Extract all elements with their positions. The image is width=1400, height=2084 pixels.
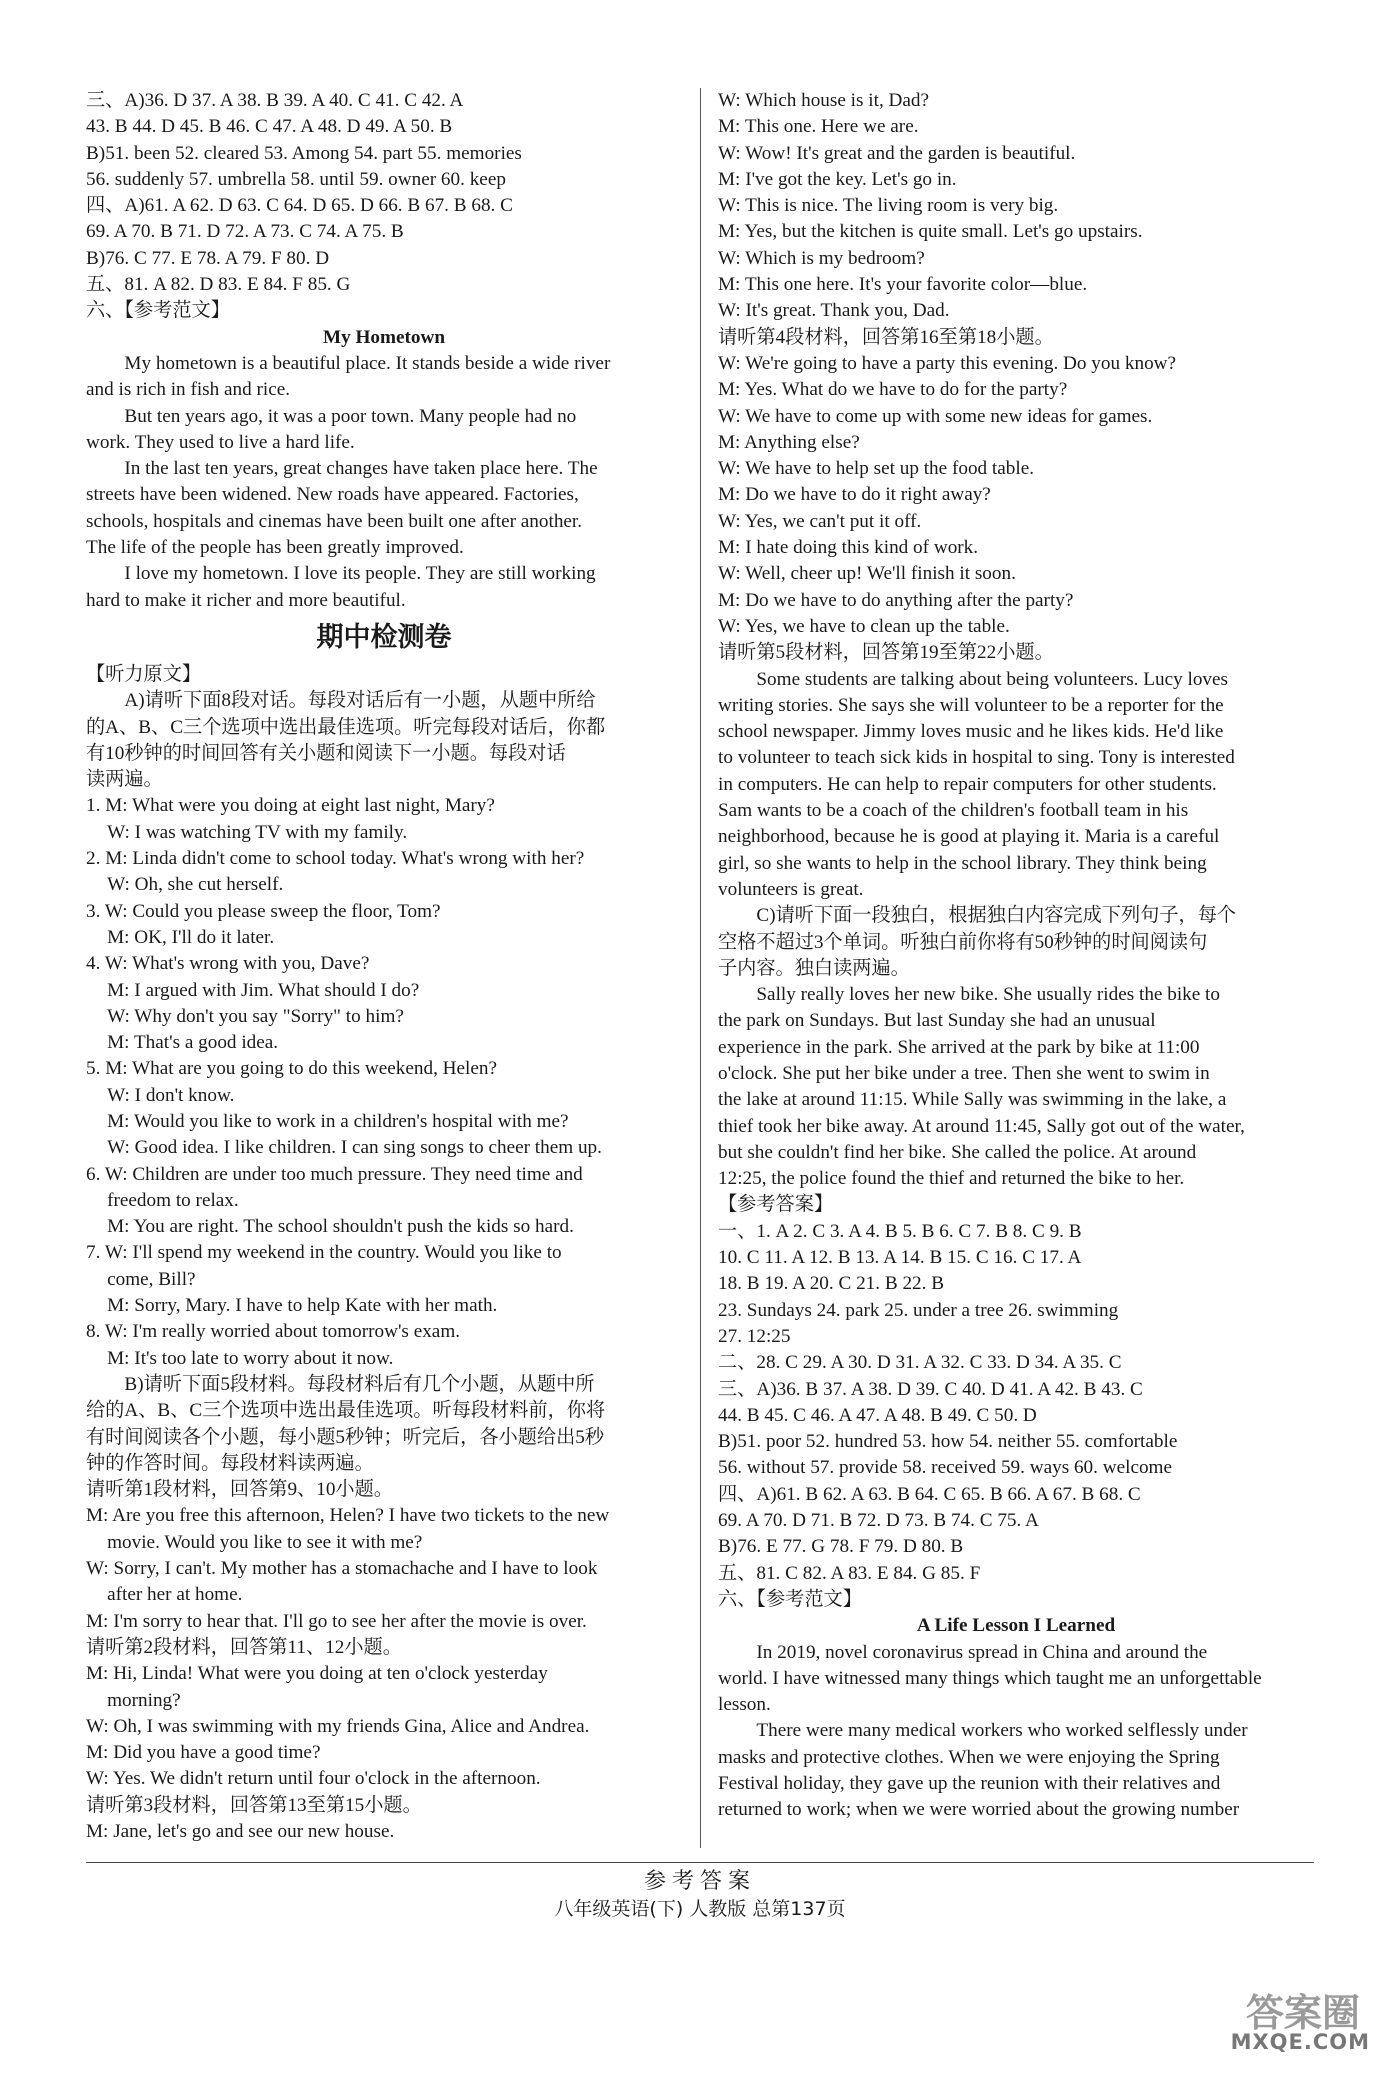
text-line: 空格不超过3个单词。听独白前你将有50秒钟的时间阅读句 <box>718 931 1208 953</box>
text-line: 1. M: What were you doing at eight last night, Mary? <box>86 795 495 817</box>
text-line: the park on Sundays. But last Sunday she had an unusual <box>718 1010 1156 1032</box>
text-line: M: You are right. The school shouldn't push the kids so hard. <box>107 1216 574 1238</box>
text-line: 四、A)61. A 62. D 63. C 64. D 65. D 66. B 67. B 68. C <box>86 195 513 217</box>
text-line: 4. W: What's wrong with you, Dave? <box>86 953 370 975</box>
text-line: 5. M: What are you going to do this weekend, Helen? <box>86 1058 498 1080</box>
text-line: 请听第5段材料，回答第19至第22小题。 <box>718 642 1054 664</box>
text-line: 27. 12:25 <box>718 1325 791 1347</box>
text-line: M: This one here. It's your favorite color—blue. <box>718 274 1088 296</box>
text-line: hard to make it richer and more beautiful. <box>86 589 406 611</box>
text-line: W: Oh, she cut herself. <box>107 874 284 896</box>
text-line: B)76. C 77. E 78. A 79. F 80. D <box>86 247 330 269</box>
text-line: B)51. been 52. cleared 53. Among 54. part 55. memories <box>86 142 522 164</box>
text-line: experience in the park. She arrived at the park by bike at 11:00 <box>718 1036 1200 1058</box>
text-line: 3. W: Could you please sweep the floor, Tom? <box>86 900 441 922</box>
text-line: the lake at around 11:15. While Sally was swimming in the lake, a <box>718 1089 1227 1111</box>
text-line: 三、A)36. D 37. A 38. B 39. A 40. C 41. C 42. A <box>86 90 464 111</box>
text-line: girl, so she wants to help in the school library. They think being <box>718 852 1207 874</box>
text-line: volunteers is great. <box>718 878 864 900</box>
text-line: but she couldn't find her bike. She called the police. At around <box>718 1141 1197 1163</box>
text-line: 五、81. C 82. A 83. E 84. G 85. F <box>718 1562 981 1584</box>
text-line: There were many medical workers who worked selflessly under <box>756 1720 1248 1742</box>
text-line: 读两遍。 <box>86 769 163 791</box>
text-line: M: That's a good idea. <box>107 1032 279 1054</box>
text-line: lesson. <box>718 1694 771 1716</box>
text-line: 10. C 11. A 12. B 13. A 14. B 15. C 16. C 17. A <box>718 1247 1082 1269</box>
text-line: 请听第4段材料，回答第16至第18小题。 <box>718 326 1054 348</box>
text-line: In the last ten years, great changes have taken place here. The <box>124 458 598 480</box>
text-line: B)51. poor 52. hundred 53. how 54. neither 55. comfortable <box>718 1431 1178 1453</box>
essay-title: My Hometown <box>322 326 446 348</box>
text-line: W: Which is my bedroom? <box>718 247 925 269</box>
text-line: W: Oh, I was swimming with my friends Gina, Alice and Andrea. <box>86 1715 590 1737</box>
footer-rule <box>86 1862 1314 1863</box>
text-line: W: I was watching TV with my family. <box>107 821 408 843</box>
text-line: A)请听下面8段对话。每段对话后有一小题，从题中所给 <box>124 690 596 712</box>
text-line: 子内容。独白读两遍。 <box>718 957 910 979</box>
text-line: school newspaper. Jimmy loves music and he likes kids. He'd like <box>718 721 1224 743</box>
text-line: M: I argued with Jim. What should I do? <box>107 979 420 1001</box>
left-column <box>86 88 682 1845</box>
text-line: 56. without 57. provide 58. received 59. ways 60. welcome <box>718 1457 1172 1479</box>
text-line: M: Did you have a good time? <box>86 1742 321 1764</box>
text-line: 8. W: I'm really worried about tomorrow's exam. <box>86 1321 461 1343</box>
text-line: W: Well, cheer up! We'll finish it soon. <box>718 563 1016 585</box>
text-line: 23. Sundays 24. park 25. under a tree 26. swimming <box>718 1299 1119 1321</box>
text-line: M: OK, I'll do it later. <box>107 926 275 948</box>
section-heading: 期中检测卷 <box>316 621 452 653</box>
text-line: neighborhood, because he is good at playing it. Maria is a careful <box>718 826 1220 848</box>
text-line: work. They used to live a hard life. <box>86 431 355 453</box>
text-line: 18. B 19. A 20. C 21. B 22. B <box>718 1273 945 1295</box>
text-line: M: I hate doing this kind of work. <box>718 537 979 559</box>
text-line: 请听第2段材料，回答第11、12小题。 <box>86 1636 402 1658</box>
text-line: 有时间阅读各个小题，每小题5秒钟；听完后，各小题给出5秒 <box>86 1426 605 1448</box>
text-line: Festival holiday, they gave up the reunion with their relatives and <box>718 1773 1221 1794</box>
text-line: 6. W: Children are under too much pressure. They need time and <box>86 1163 583 1185</box>
text-line: 44. B 45. C 46. A 47. A 48. B 49. C 50. D <box>718 1404 1037 1426</box>
text-line: masks and protective clothes. When we were enjoying the Spring <box>718 1746 1220 1768</box>
text-line: 43. B 44. D 45. B 46. C 47. A 48. D 49. A 50. B <box>86 116 453 138</box>
text-line: Sam wants to be a coach of the children's football team in his <box>718 800 1189 822</box>
text-line: W: Yes, we can't put it off. <box>718 510 922 532</box>
text-line: B)请听下面5段材料。每段材料后有几个小题，从题中所 <box>124 1373 595 1395</box>
text-line: W: We have to help set up the food table. <box>718 458 1035 480</box>
text-line: My hometown is a beautiful place. It stands beside a wide river <box>124 352 611 374</box>
text-line: I love my hometown. I love its people. They are still working <box>124 563 596 585</box>
text-line: 7. W: I'll spend my weekend in the country. Would you like to <box>86 1242 562 1264</box>
footer-title: 参考答案 <box>643 1869 756 1894</box>
text-line: 69. A 70. D 71. B 72. D 73. B 74. C 75. A <box>718 1510 1039 1532</box>
text-line: M: Yes, but the kitchen is quite small. Let's go upstairs. <box>718 221 1143 243</box>
column-divider <box>700 88 701 1848</box>
text-line: 五、81. A 82. D 83. E 84. F 85. G <box>86 274 351 296</box>
footer-page-info: 八年级英语(下) 人教版 总第137页 <box>554 1898 846 1920</box>
text-line: thief took her bike away. At around 11:45, Sally got out of the water, <box>718 1115 1245 1137</box>
text-line: writing stories. She says she will volunteer to be a reporter for the <box>718 694 1224 716</box>
text-line: M: Do we have to do it right away? <box>718 484 991 506</box>
text-line: 12:25, the police found the thief and returned the bike to her. <box>718 1168 1185 1190</box>
text-line: But ten years ago, it was a poor town. Many people had no <box>124 405 577 427</box>
text-line: M: This one. Here we are. <box>718 116 919 138</box>
text-line: 2. M: Linda didn't come to school today. What's wrong with her? <box>86 848 585 870</box>
text-line: M: I'm sorry to hear that. I'll go to see her after the movie is over. <box>86 1610 587 1632</box>
text-line: o'clock. She put her bike under a tree. Then she went to swim in <box>718 1062 1210 1084</box>
text-line: In 2019, novel coronavirus spread in China and around the <box>756 1641 1208 1663</box>
text-line: 四、A)61. B 62. A 63. B 64. C 65. B 66. A 67. B 68. C <box>718 1483 1141 1505</box>
text-line: M: Sorry, Mary. I have to help Kate with her math. <box>107 1295 498 1317</box>
text-line: 二、28. C 29. A 30. D 31. A 32. C 33. D 34. A 35. C <box>718 1352 1122 1374</box>
text-line: 六、【参考范文】 <box>718 1588 862 1610</box>
text-line: movie. Would you like to see it with me? <box>107 1531 423 1553</box>
text-line: in computers. He can help to repair computers for other students. <box>718 773 1217 795</box>
text-line: M: I've got the key. Let's go in. <box>718 168 957 190</box>
text-line: 【参考答案】 <box>718 1194 834 1216</box>
text-line: M: Anything else? <box>718 431 860 453</box>
text-line: M: It's too late to worry about it now. <box>107 1347 394 1369</box>
text-line: B)76. E 77. G 78. F 79. D 80. B <box>718 1536 964 1558</box>
text-line: 有10秒钟的时间回答有关小题和阅读下一小题。每段对话 <box>86 742 566 764</box>
text-line: The life of the people has been greatly improved. <box>86 537 464 559</box>
text-line: M: Are you free this afternoon, Helen? I have two tickets to the new <box>86 1505 610 1527</box>
text-line: M: Hi, Linda! What were you doing at ten o'clock yesterday <box>86 1663 548 1685</box>
text-line: 六、【参考范文】 <box>86 300 230 322</box>
text-line: 56. suddenly 57. umbrella 58. until 59. owner 60. keep <box>86 168 506 190</box>
text-line: W: It's great. Thank you, Dad. <box>718 300 950 322</box>
watermark-logo-mark: 答案圈 <box>1245 1991 1360 2035</box>
text-line: M: Yes. What do we have to do for the party? <box>718 379 1068 401</box>
text-line: C)请听下面一段独白，根据独白内容完成下列句子，每个 <box>756 905 1237 927</box>
text-line: 三、A)36. B 37. A 38. D 39. C 40. D 41. A 42. B 43. C <box>718 1378 1143 1400</box>
text-line: morning? <box>107 1689 181 1711</box>
text-line: 请听第3段材料，回答第13至第15小题。 <box>86 1794 422 1816</box>
text-line: freedom to relax. <box>107 1189 239 1211</box>
text-line: M: Jane, let's go and see our new house. <box>86 1821 395 1842</box>
text-line: 一、1. A 2. C 3. A 4. B 5. B 6. C 7. B 8. C 9. B <box>718 1220 1082 1242</box>
text-line: 69. A 70. B 71. D 72. A 73. C 74. A 75. B <box>86 221 404 243</box>
text-line: 给的A、B、C三个选项中选出最佳选项。听每段材料前，你将 <box>86 1400 606 1422</box>
text-line: W: Which house is it, Dad? <box>718 90 930 111</box>
text-line: 钟的作答时间。每段材料读两遍。 <box>86 1452 374 1474</box>
text-line: W: Why don't you say "Sorry" to him? <box>107 1005 404 1027</box>
text-line: 【听力原文】 <box>86 663 202 685</box>
text-line: streets have been widened. New roads have appeared. Factories, <box>86 484 579 506</box>
text-line: W: Good idea. I like children. I can sing songs to cheer them up. <box>107 1137 602 1159</box>
text-line: world. I have witnessed many things which taught me an unforgettable <box>718 1667 1262 1689</box>
text-line: to volunteer to teach sick kids in hospital to sing. Tony is interested <box>718 747 1235 769</box>
text-line: and is rich in fish and rice. <box>86 379 291 401</box>
text-line: Sally really loves her new bike. She usually rides the bike to <box>756 984 1220 1006</box>
right-column <box>718 88 1314 1824</box>
text-line: after her at home. <box>107 1584 243 1606</box>
text-line: 的A、B、C三个选项中选出最佳选项。听完每段对话后，你都 <box>86 716 606 738</box>
text-line: W: I don't know. <box>107 1084 235 1106</box>
watermark-site-text: MXQE.COM <box>1230 2030 1370 2054</box>
text-line: M: Do we have to do anything after the party? <box>718 589 1074 611</box>
text-line: returned to work; when we were worried about the growing number <box>718 1799 1240 1821</box>
text-line: 请听第1段材料，回答第9、10小题。 <box>86 1479 393 1501</box>
text-line: schools, hospitals and cinemas have been built one after another. <box>86 510 583 532</box>
text-line: W: Yes, we have to clean up the table. <box>718 615 1010 637</box>
text-line: W: Sorry, I can't. My mother has a stomachache and I have to look <box>86 1558 598 1580</box>
page-footer <box>0 1868 1400 1922</box>
text-line: Some students are talking about being volunteers. Lucy loves <box>756 668 1228 690</box>
text-line: W: This is nice. The living room is very big. <box>718 195 1059 217</box>
text-line: W: We're going to have a party this evening. Do you know? <box>718 352 1177 374</box>
text-line: M: Would you like to work in a children's hospital with me? <box>107 1110 569 1132</box>
text-line: W: Wow! It's great and the garden is beautiful. <box>718 142 1076 164</box>
text-line: come, Bill? <box>107 1268 196 1290</box>
essay-title: A Life Lesson I Learned <box>916 1615 1116 1637</box>
text-line: W: Yes. We didn't return until four o'clock in the afternoon. <box>86 1768 541 1790</box>
watermark-logo <box>1160 1982 1370 2054</box>
text-line: W: We have to come up with some new ideas for games. <box>718 405 1153 427</box>
